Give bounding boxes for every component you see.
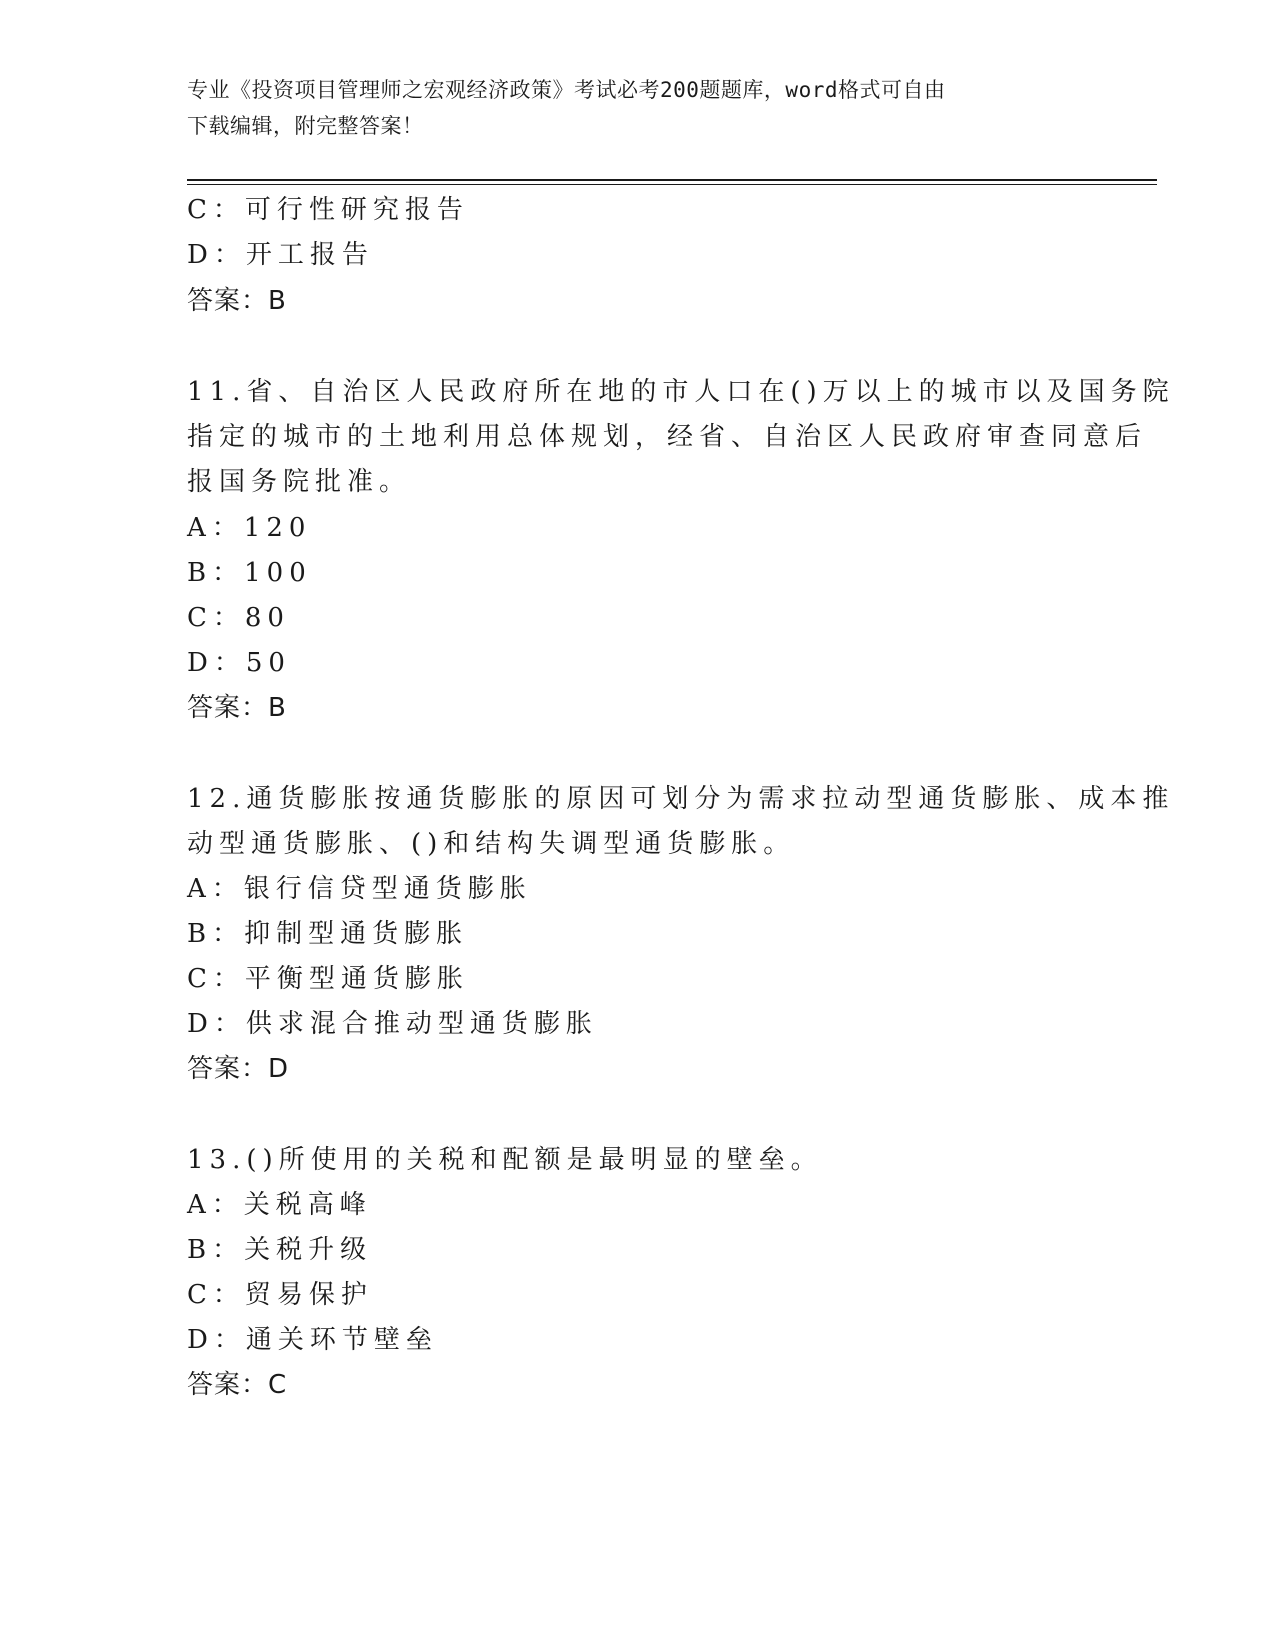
q13-answer: 答案：C <box>187 1370 288 1400</box>
q13-option-c: C：贸易保护 <box>187 1280 373 1310</box>
q10-answer: 答案：B <box>187 286 287 316</box>
header-rule-thin <box>187 184 1157 185</box>
q10-option-d: D：开工报告 <box>187 240 374 270</box>
q13-stem-line-1: 13.()所使用的关税和配额是最明显的壁垒。 <box>187 1145 823 1175</box>
header-rule-thick <box>187 179 1157 181</box>
q11-stem-line-3: 报国务院批准。 <box>187 467 412 497</box>
q13-option-b: B：关税升级 <box>187 1235 373 1265</box>
q12-stem-line-2: 动型通货膨胀、()和结构失调型通货膨胀。 <box>187 829 796 859</box>
q12-option-a: A：银行信贷型通货膨胀 <box>187 874 532 904</box>
header-line-1: 专业《投资项目管理师之宏观经济政策》考试必考200题题库，word格式可自由 <box>187 78 946 102</box>
header-line-2: 下载编辑，附完整答案！ <box>187 114 424 138</box>
q11-option-c: C：80 <box>187 603 290 633</box>
q12-answer: 答案：D <box>187 1054 290 1084</box>
q12-option-b: B：抑制型通货膨胀 <box>187 919 469 949</box>
q12-option-c: C：平衡型通货膨胀 <box>187 964 469 994</box>
q12-option-d: D：供求混合推动型通货膨胀 <box>187 1009 598 1039</box>
q12-stem-line-1: 12.通货膨胀按通货膨胀的原因可划分为需求拉动型通货膨胀、成本推 <box>187 784 1175 814</box>
q11-option-a: A：120 <box>187 513 312 543</box>
q13-option-d: D：通关环节壁垒 <box>187 1325 438 1355</box>
q11-option-d: D：50 <box>187 648 291 678</box>
q11-answer: 答案：B <box>187 693 287 723</box>
q11-stem-line-1: 11.省、自治区人民政府所在地的市人口在()万以上的城市以及国务院 <box>187 377 1175 407</box>
q11-option-b: B：100 <box>187 558 312 588</box>
q11-stem-line-2: 指定的城市的土地利用总体规划，经省、自治区人民政府审查同意后 <box>187 422 1148 452</box>
document-header <box>187 72 1067 144</box>
q13-option-a: A：关税高峰 <box>187 1190 372 1220</box>
q10-option-c: C：可行性研究报告 <box>187 195 469 225</box>
